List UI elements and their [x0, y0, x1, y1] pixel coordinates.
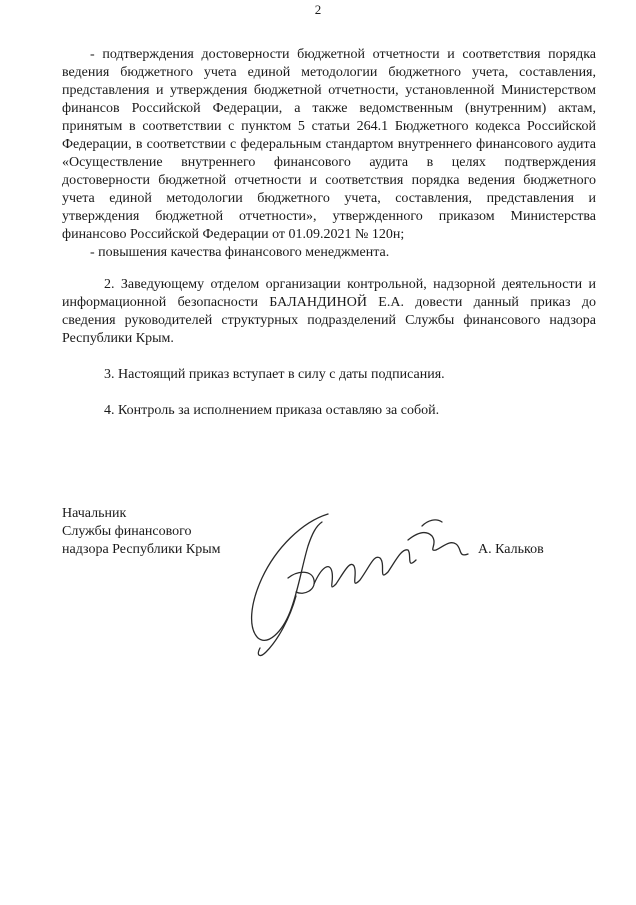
- document-body: [62, 46, 596, 420]
- signature-block: [62, 505, 596, 665]
- handwritten-signature: [232, 500, 472, 670]
- signer-title: [62, 505, 221, 559]
- signer-title-line: надзора Республики Крым: [62, 542, 221, 557]
- signer-title-line: Начальник: [62, 506, 127, 521]
- signer-title-line: Службы финансового: [62, 524, 192, 539]
- page-number: 2: [314, 2, 322, 17]
- signer-name: А. Кальков: [478, 542, 544, 557]
- paragraph-purpose-audit: - подтверждения достоверности бюджетной отчетности и соответствия порядка ведения бюджетного учета единой методологии бюджетного учета, составления, представления и утверждения бюджетной отчетности, установленной Министерством финансов Российской Федерации, а также ведомственным (внутренним) актам, принятым в соответствии с пунктом 5 статьи 264.1 Бюджетного кодекса Российской Федерации, в соответствии с федеральным стандартом внутреннего финансового аудита «Осуществление внутреннего финансового аудита в целях подтверждения достоверности бюджетной отчетности и соответствия порядка ведения бюджетного учета единой методологии бюджетного учета, составления, представления и утверждения бюджетной отчетности», утвержденного приказом Министерства финансово Российской Федерации от 01.09.2021 № 120н;: [62, 47, 596, 242]
- paragraph-item-2: 2. Заведующему отделом организации контрольной, надзорной деятельности и информационной безопасности БАЛАНДИНОЙ Е.А. довести данный приказ до сведения руководителей структурных подразделений Службы финансового надзора Республики Крым.: [62, 277, 596, 346]
- paragraph-item-3: 3. Настоящий приказ вступает в силу с даты подписания.: [104, 367, 445, 382]
- paragraph-item-4: 4. Контроль за исполнением приказа оставляю за собой.: [104, 403, 440, 418]
- paragraph-purpose-management: - повышения качества финансового менеджмента.: [90, 245, 390, 260]
